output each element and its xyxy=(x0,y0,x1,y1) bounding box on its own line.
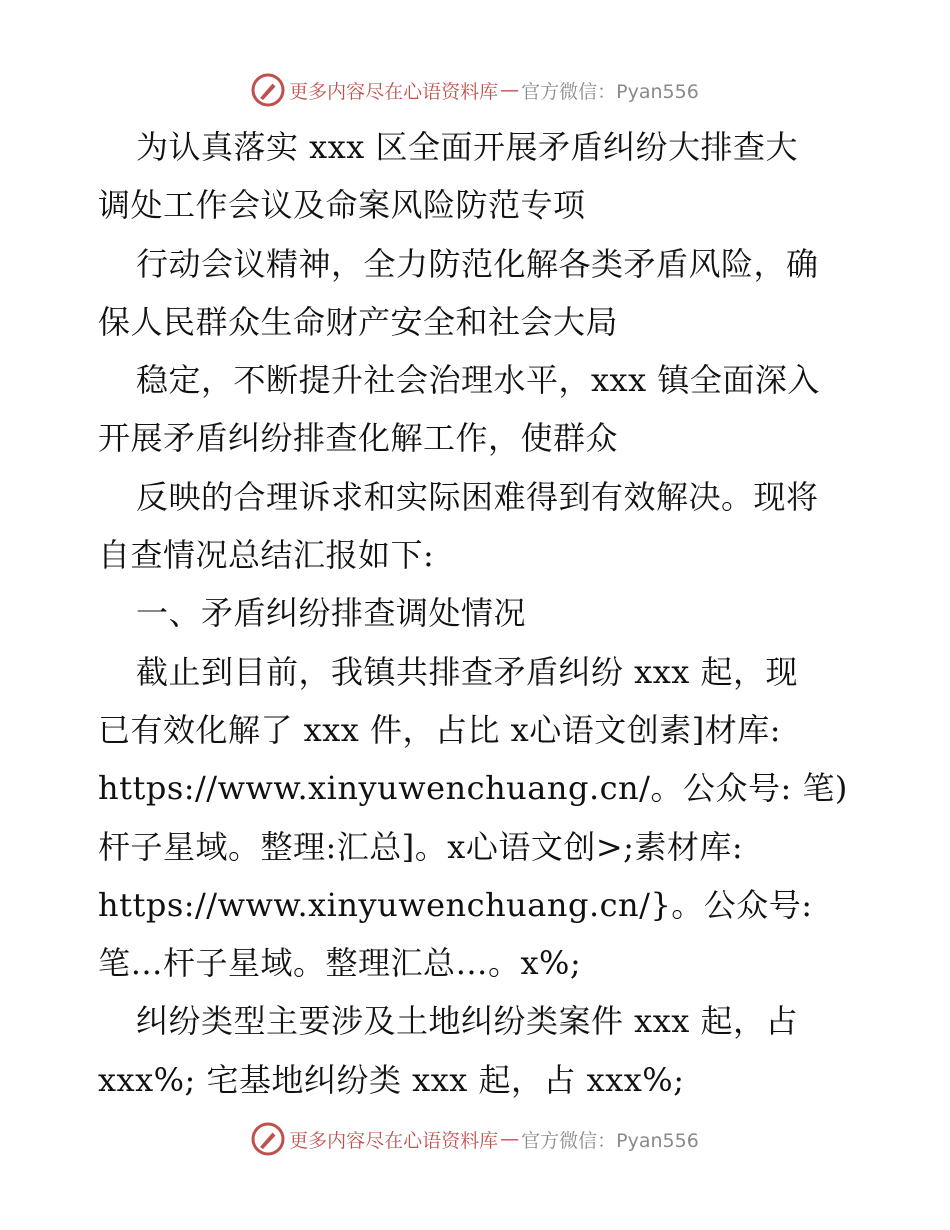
watermark-wechat: 官方微信：Pyan556 xyxy=(521,80,699,103)
paragraph-line: https://www.xinyuwenchuang.cn/。公众号: 笔) xyxy=(98,769,848,808)
watermark-title: 更多内容尽在心语资料库 xyxy=(289,80,499,103)
paragraph-line: 已有效化解了 xxx 件，占比 x心语文创素]材库: xyxy=(98,710,781,749)
watermark-footer xyxy=(0,1119,950,1159)
pen-logo-icon xyxy=(251,1122,285,1156)
watermark-header xyxy=(0,70,950,110)
paragraph-line: 行动会议精神，全力防范化解各类矛盾风险，确 xyxy=(136,244,819,283)
paragraph-line: xxx%; 宅基地纠纷类 xxx 起，占 xxx%; xyxy=(98,1060,685,1099)
paragraph-line: 自查情况总结汇报如下: xyxy=(98,536,435,575)
section-heading: 一、矛盾纠纷排查调处情况 xyxy=(136,594,527,633)
watermark-separator: — xyxy=(500,1128,520,1150)
paragraph-line: 截止到目前，我镇共排查矛盾纠纷 xxx 起，现 xyxy=(136,652,798,691)
paragraph-line: 保人民群众生命财产安全和社会大局 xyxy=(98,302,619,341)
paragraph-line: 开展矛盾纠纷排查化解工作，使群众 xyxy=(98,419,619,458)
paragraph-line: 笔…杆子星域。整理汇总…。x%; xyxy=(98,944,582,983)
document-body xyxy=(98,118,858,1109)
paragraph-line: 为认真落实 xxx 区全面开展矛盾纠纷大排查大 xyxy=(136,128,798,166)
paragraph-line: 纠纷类型主要涉及土地纠纷类案件 xxx 起，占 xyxy=(136,1002,798,1041)
pen-logo-icon xyxy=(251,73,285,107)
watermark-separator: — xyxy=(500,79,520,101)
watermark-wechat: 官方微信：Pyan556 xyxy=(521,1129,699,1152)
paragraph-line: 稳定，不断提升社会治理水平，xxx 镇全面深入 xyxy=(136,361,820,400)
watermark-title: 更多内容尽在心语资料库 xyxy=(289,1129,499,1152)
paragraph-line: 杆子星域。整理:汇总]。x心语文创>;素材库: xyxy=(98,827,744,866)
paragraph-line: 反映的合理诉求和实际困难得到有效解决。现将 xyxy=(136,477,819,516)
paragraph-line: https://www.xinyuwenchuang.cn/}。公众号: xyxy=(98,885,813,924)
paragraph-line: 调处工作会议及命案风险防范专项 xyxy=(98,186,586,225)
